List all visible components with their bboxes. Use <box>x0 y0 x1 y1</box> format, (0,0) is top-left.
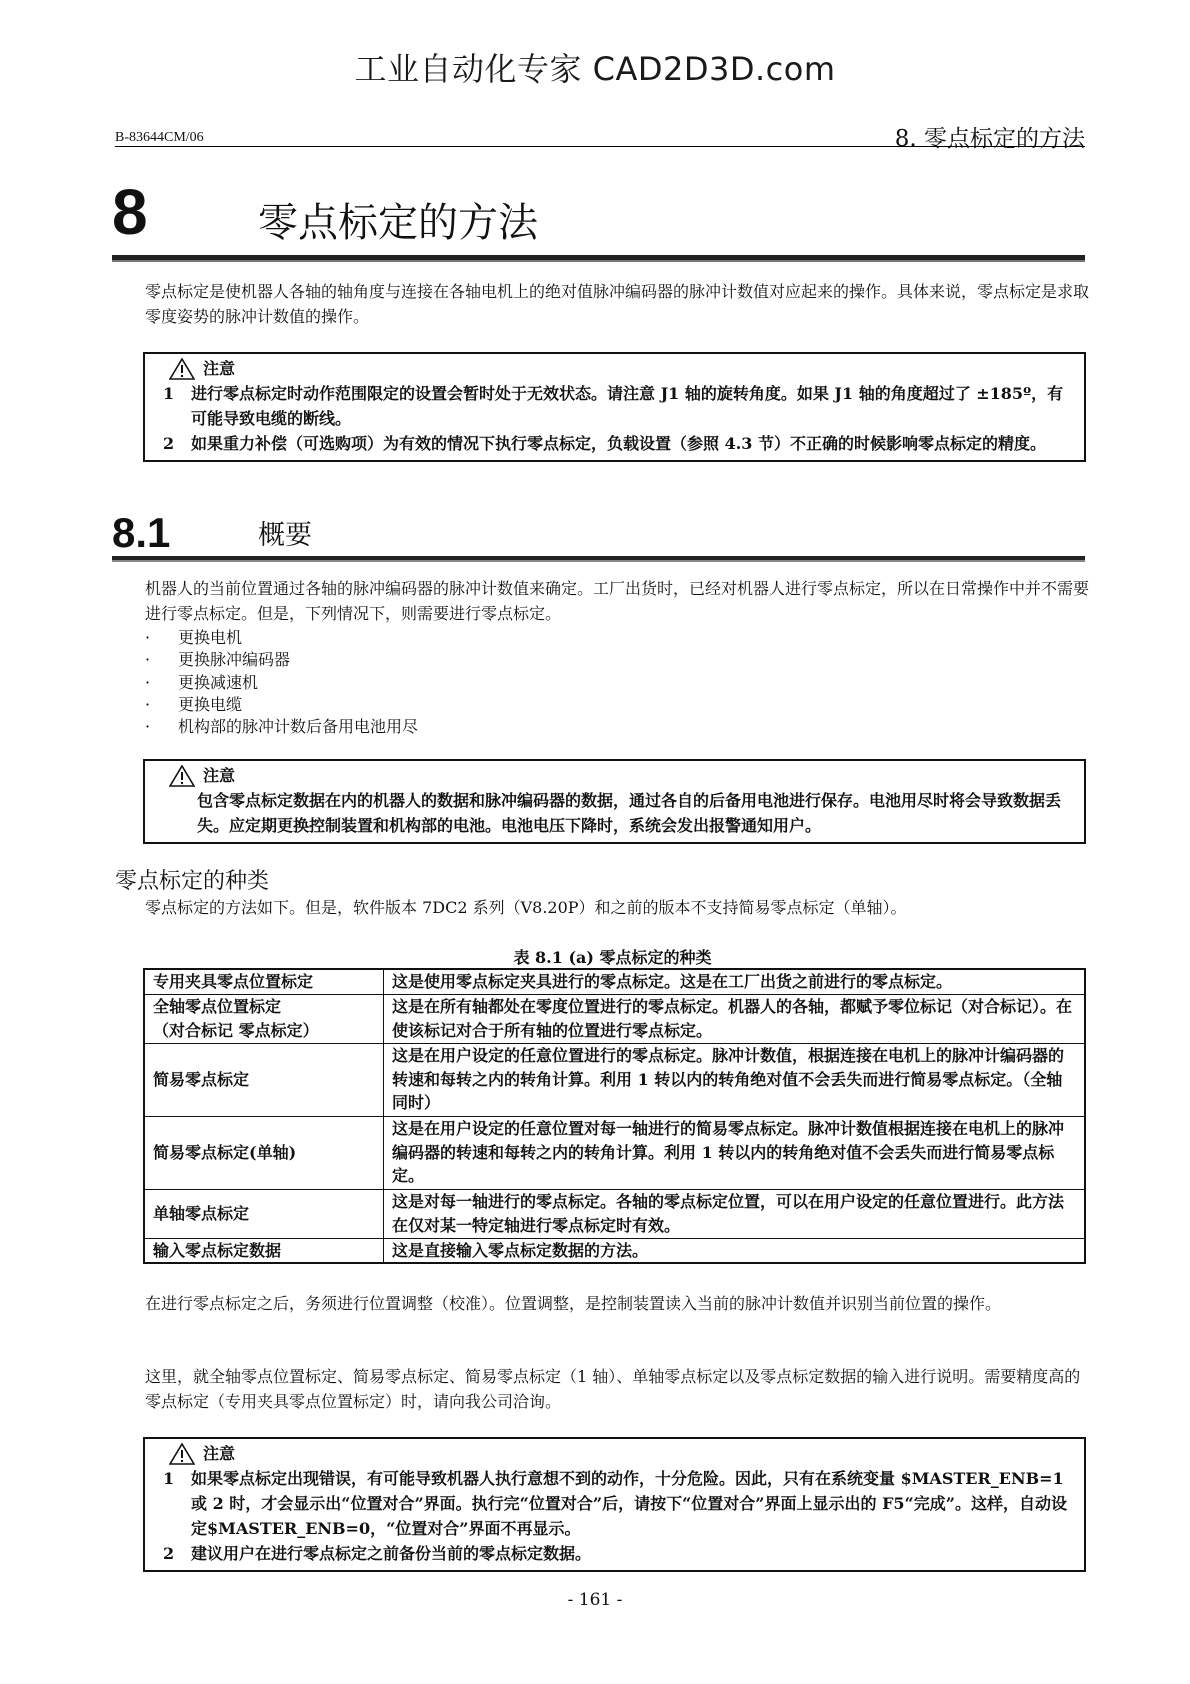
caution-item-text: 如果重力补偿（可选购项）为有效的情况下执行零点标定，负载设置（参照 4.3 节）不正确的时候影响零点标定的精度。 <box>191 434 1046 453</box>
table-caption: 表 8.1 (a) 零点标定的种类 <box>513 948 712 967</box>
caution-header <box>169 763 1070 788</box>
chapter-number: 8 <box>112 176 148 248</box>
table-row <box>144 1238 1085 1263</box>
section-title: 概要 <box>258 520 312 551</box>
type-name: 简易零点标定(单轴) <box>144 1116 384 1189</box>
type-name: 输入零点标定数据 <box>144 1238 384 1263</box>
type-description: 这是对每一轴进行的零点标定。各轴的零点标定位置，可以在用户设定的任意位置进行。此方法在仅对某一特定轴进行零点标定时有效。 <box>384 1189 1086 1238</box>
table-row <box>144 1116 1085 1189</box>
scope-paragraph: 这里，就全轴零点位置标定、简易零点标定、简易零点标定（1 轴）、单轴零点标定以及零点标定数据的输入进行说明。需要精度高的零点标定（专用夹具零点位置标定）时，请向我公司洽询。 <box>145 1367 1081 1411</box>
list-item: · 更换电缆 <box>145 694 243 714</box>
table-row <box>144 969 1085 994</box>
section-number: 8.1 <box>112 509 171 556</box>
type-name: 单轴零点标定 <box>144 1189 384 1238</box>
list-item: · 更换脉冲编码器 <box>145 650 291 670</box>
list-item: · 更换电机 <box>145 628 243 647</box>
caution-box-2 <box>143 759 1086 844</box>
caution-title: 注意 <box>203 359 236 378</box>
chapter-rule <box>112 255 1085 262</box>
caution-box-1 <box>143 352 1086 462</box>
running-header: 8. 零点标定的方法 <box>894 126 1085 152</box>
caution-item-text: 建议用户在进行零点标定之前备份当前的零点标定数据。 <box>191 1544 592 1563</box>
bullet-list <box>145 627 418 738</box>
type-name: 专用夹具零点位置标定 <box>144 969 384 994</box>
mastering-types-table <box>143 968 1086 1264</box>
calibration-paragraph: 在进行零点标定之后，务须进行位置调整（校准）。位置调整，是控制装置读入当前的脉冲计数值并识别当前位置的操作。 <box>145 1294 1002 1313</box>
caution-title: 注意 <box>203 1444 236 1463</box>
warning-icon <box>169 358 195 380</box>
subsection-heading: 零点标定的种类 <box>115 869 270 894</box>
table-row <box>144 1043 1085 1116</box>
caution-text: 包含零点标定数据在内的机器人的数据和脉冲编码器的数据，通过各自的后备用电池进行保存。电池用尽时将会导致数据丢失。应定期更换控制装置和机构部的电池。电池电压下降时，系统会发出报警通知用户。 <box>197 791 1062 835</box>
caution-box-3 <box>143 1437 1086 1572</box>
table-row <box>144 1189 1085 1238</box>
types-intro: 零点标定的方法如下。但是，软件版本 7DC2 系列（V8.20P）和之前的版本不支持简易零点标定（单轴）。 <box>145 898 907 917</box>
list-item: · 机构部的脉冲计数后备用电池用尽 <box>145 717 419 737</box>
caution-item-text: 如果零点标定出现错误，有可能导致机器人执行意想不到的动作，十分危险。因此，只有在系统变量 $MASTER_ENB=1 或 2 时，才会显示出“位置对合”界面。执行完“位置对合”后，请按下“位置对合”界面上显示出的 F5“完成”。这样，自动设定$MASTER_ENB=0，“位置对合”界面不再显示。 <box>191 1469 1067 1538</box>
caution-item: 2 建议用户在进行零点标定之前备份当前的零点标定数据。 <box>163 1541 1070 1566</box>
warning-icon <box>169 765 195 787</box>
caution-item: 2 如果重力补偿（可选购项）为有效的情况下执行零点标定，负载设置（参照 4.3 节）不正确的时候影响零点标定的精度。 <box>163 431 1070 456</box>
section-rule <box>112 556 1085 562</box>
caution-item-text: 进行零点标定时动作范围限定的设置会暂时处于无效状态。请注意 J1 轴的旋转角度。如果 J1 轴的角度超过了 ±185º，有可能导致电缆的断线。 <box>191 384 1064 428</box>
type-name: 简易零点标定 <box>144 1043 384 1116</box>
chapter-intro: 零点标定是使机器人各轴的轴角度与连接在各轴电机上的绝对值脉冲编码器的脉冲计数值对应起来的操作。具体来说，零点标定是求取零度姿势的脉冲计数值的操作。 <box>145 282 1090 326</box>
type-description: 这是在用户设定的任意位置进行的零点标定。脉冲计数值，根据连接在电机上的脉冲计编码器的转速和每转之内的转角计算。利用 1 转以内的转角绝对值不会丢失而进行简易零点标定。（全轴同时） <box>384 1043 1086 1116</box>
section-intro: 机器人的当前位置通过各轴的脉冲编码器的脉冲计数值来确定。工厂出货时，已经对机器人进行零点标定，所以在日常操作中并不需要进行零点标定。但是，下列情况下，则需要进行零点标定。 <box>145 579 1090 623</box>
caution-header <box>169 356 1070 381</box>
list-item: · 更换减速机 <box>145 672 259 692</box>
document-code: B-83644CM/06 <box>115 130 204 145</box>
type-description: 这是在所有轴都处在零度位置进行的零点标定。机器人的各轴，都赋予零位标记（对合标记）。在使该标记对合于所有轴的位置进行零点标定。 <box>384 994 1086 1043</box>
caution-item: 1 如果零点标定出现错误，有可能导致机器人执行意想不到的动作，十分危险。因此，只有在系统变量 $MASTER_ENB=1 或 2 时，才会显示出“位置对合”界面。执行完“位置对合”后，请按下“位置对合”界面上显示出的 F5“完成”。这样，自动设定$MASTER_ENB=0，“位置对合”界面不再显示。 <box>163 1466 1070 1541</box>
type-description: 这是直接输入零点标定数据的方法。 <box>384 1238 1086 1263</box>
table-row <box>144 994 1085 1043</box>
page-number: - 161 - <box>567 1590 623 1610</box>
watermark: 工业自动化专家 CAD2D3D.com <box>354 50 836 88</box>
header-rule <box>115 146 1085 147</box>
chapter-title: 零点标定的方法 <box>258 200 538 246</box>
caution-title: 注意 <box>203 766 236 785</box>
caution-item: 1 进行零点标定时动作范围限定的设置会暂时处于无效状态。请注意 J1 轴的旋转角度。如果 J1 轴的角度超过了 ±185º，有可能导致电缆的断线。 <box>163 381 1070 431</box>
type-description: 这是使用零点标定夹具进行的零点标定。这是在工厂出货之前进行的零点标定。 <box>384 969 1086 994</box>
type-description: 这是在用户设定的任意位置对每一轴进行的简易零点标定。脉冲计数值根据连接在电机上的脉冲编码器的转速和每转之内的转角计算。利用 1 转以内的转角绝对值不会丢失而进行简易零点标定。 <box>384 1116 1086 1189</box>
warning-icon <box>169 1443 195 1465</box>
caution-header <box>169 1441 1070 1466</box>
type-name: 全轴零点位置标定 （对合标记 零点标定） <box>144 994 384 1043</box>
